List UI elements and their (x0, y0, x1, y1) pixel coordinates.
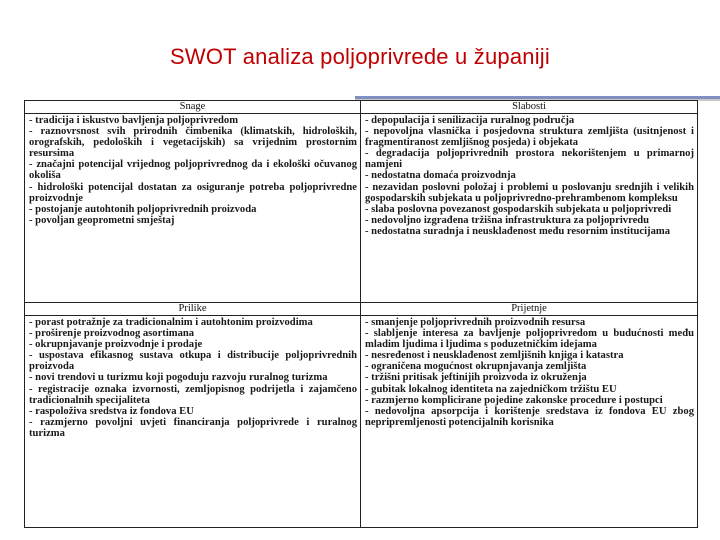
weaknesses-heading: Slabosti (361, 101, 697, 114)
list-item: - uspostava efikasnog sustava otkupa i distribucije poljoprivrednih proizvoda (29, 350, 357, 373)
list-item: - raznovrsnost svih prirodnih čimbenika (klimatskih, hidroloških, orografskih, pedoloških i vegetacijskih) sa vrijednim prostornim resursima (29, 126, 357, 160)
list-item: - okrupnjavanje proizvodnje i prodaje (29, 339, 203, 351)
list-item: - slaba poslovna povezanost gospodarskih subjekata u poljoprivredi (365, 203, 672, 215)
list-item: - porast potražnje za tradicionalnim i autohtonim proizvodima (29, 317, 313, 328)
threats-heading: Prijetnje (361, 303, 697, 316)
list-item: - tržišni pritisak jeftinijih proizvoda iz okruženja (365, 372, 587, 384)
threats-quadrant (361, 303, 697, 527)
list-item: - nezavidan poslovni položaj i problemi u poslovanju srednjih i velikih gospodarskih subjekata u poljoprivredno-prehrambenom kompleksu (365, 181, 694, 204)
list-item: - značajni potencijal vrijednog poljoprivrednog da i ekološki očuvanog okoliša (29, 159, 357, 182)
list-item: - gubitak lokalnog identiteta na zajedničkom tržištu EU (365, 383, 617, 395)
list-item: - razmjerno komplicirane pojedine zakonske procedure i postupci (365, 394, 663, 406)
swot-table (24, 100, 698, 528)
list-item: - nepovoljna vlasnička i posjedovna struktura zemljišta (usitnjenost i fragmentiranost zemljišnog posjeda) i objekata (365, 126, 694, 149)
list-item: - smanjenje poljoprivrednih proizvodnih resursa (365, 317, 586, 328)
list-item: - postojanje autohtonih poljoprivrednih proizvoda (29, 203, 257, 215)
list-item: - nedostatna suradnja i neusklađenost među resornim institucijama (365, 225, 670, 237)
weaknesses-list (365, 115, 694, 237)
list-item: - slabljenje interesa za bavljenje poljoprivredom u budućnosti među mladim ljudima i ljudima s poduzetničkim idejama (365, 328, 694, 351)
opportunities-quadrant (25, 303, 361, 527)
list-item: - registracije oznaka izvornosti, zemljopisnog podrijetla i zajamčeno tradicionalnih specijaliteta (29, 383, 357, 406)
list-item: - proširenje proizvodnog asortimana (29, 328, 195, 340)
strengths-quadrant (25, 101, 361, 303)
list-item: - razmjerno povoljni uvjeti financiranja poljoprivrede i ruralnog turizma (29, 416, 357, 439)
weaknesses-quadrant (361, 101, 697, 303)
list-item: - povoljan geoprometni smještaj (29, 214, 175, 226)
list-item: - nedostatna domaća proizvodnja (365, 170, 516, 182)
list-item: - nedovoljno izgrađena tržišna infrastruktura za poljoprivredu (365, 214, 650, 226)
list-item: - raspoloživa sredstva iz fondova EU (29, 405, 194, 417)
opportunities-list (29, 317, 357, 439)
opportunities-heading: Prilike (25, 303, 360, 316)
list-item: - tradicija i iskustvo bavljenja poljoprivredom (29, 115, 239, 126)
list-item: - degradacija poljoprivrednih prostora nekorištenjem u primarnoj namjeni (365, 148, 694, 171)
list-item: - novi trendovi u turizmu koji pogoduju razvoju ruralnog turizma (29, 372, 328, 384)
slide-title: SWOT analiza poljoprivrede u županiji (170, 44, 550, 69)
list-item: - nesređenost i neusklađenost zemljišnih knjiga i katastra (365, 350, 624, 362)
list-item: - hidrološki potencijal dostatan za osiguranje potreba poljoprivredne proizvodnje (29, 181, 357, 204)
threats-list (365, 317, 694, 428)
list-item: - ograničena mogućnost okrupnjavanja zemljišta (365, 361, 587, 373)
strengths-heading: Snage (25, 101, 360, 114)
list-item: - depopulacija i senilizacija ruralnog područja (365, 115, 575, 126)
strengths-list (29, 115, 357, 226)
list-item: - nedovoljna apsorpcija i korištenje sredstava iz fondova EU zbog nepripremljenosti potencijalnih korisnika (365, 405, 694, 428)
